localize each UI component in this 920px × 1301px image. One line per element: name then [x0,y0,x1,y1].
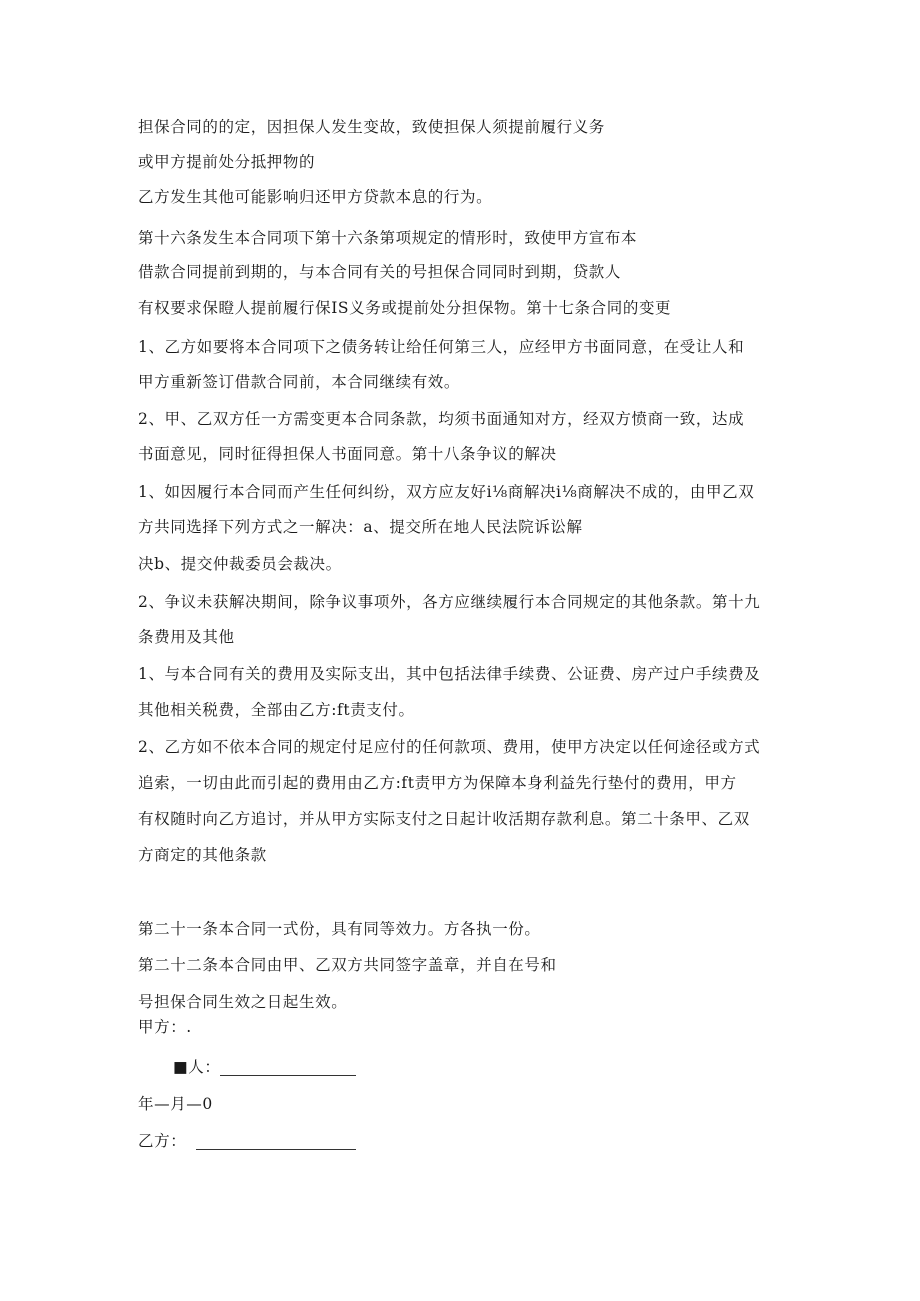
text-line: 有权要求保瞪人提前履行保IS义务或提前处分担保物。第十七条合同的变更 [138,299,672,317]
party-b-label: 乙方： [138,1132,187,1150]
party-a-label: 甲方：. [138,1018,192,1036]
text-line: 1、乙方如要将本合同项下之债务转让给任何第三人，应经甲方书面同意，在受让人和 [138,338,745,356]
text-line: 书面意见，同时征得担保人书面同意。第十八条争议的解决 [138,445,557,463]
text-line: 乙方发生其他可能影响归还甲方贷款本息的行为。 [138,188,493,206]
text-line: 追索，一切由此而引起的费用由乙方:ft责甲方为保障本身利益先行垫付的费用，甲方 [138,774,737,792]
text-line: 号担保合同生效之日起生效。 [138,993,348,1011]
text-line: 借款合同提前到期的，与本合同有关的号担保合同同时到期，贷款人 [138,263,622,281]
representative-label: ■人： [173,1058,221,1076]
text-line: 决b、提交仲裁委员会裁决。 [138,555,342,573]
text-line: 第十六条发生本合同项下第十六条第项规定的情形时，致使甲方宣布本 [138,229,638,247]
party-b-signature-blank [196,1135,356,1150]
text-line: 1、如因履行本合同而产生任何纠纷，双方应友好i⅛商解决i⅛商解决不成的，由甲乙双 [138,483,755,501]
date-line: 年—月—0 [138,1095,213,1113]
representative-signature-blank [220,1061,356,1076]
text-line: 1、与本合同有关的费用及实际支出，其中包括法律手续费、公证费、房产过户手续费及 [138,665,761,683]
text-line: 或甲方提前处分抵押物的 [138,153,316,171]
text-line: 方商定的其他条款 [138,846,267,864]
text-line: 其他相关税费，全部由乙方:ft责支付。 [138,701,415,719]
text-line: 条费用及其他 [138,628,235,646]
party-b-row [138,1134,356,1150]
text-line: 第二十一条本合同一式份，具有同等效力。方各执一份。 [138,920,541,938]
representative-row [173,1060,356,1076]
text-line: 2、争议未获解决期间，除争议事项外，各方应继续履行本合同规定的其他条款。第十九 [138,593,761,611]
text-line: 方共同选择下列方式之一解决：a、提交所在地人民法院诉讼解 [138,518,583,536]
text-line: 甲方重新签订借款合同前，本合同继续有效。 [138,373,461,391]
text-line: 2、乙方如不依本合同的规定付足应付的任何款项、费用，使甲方决定以任何途径或方式 [138,738,761,756]
text-line: 第二十二条本合同由甲、乙双方共同签字盖章，并自在号和 [138,956,557,974]
text-line: 2、甲、乙双方任一方需变更本合同条款，均须书面通知对方，经双方愤商一致，达成 [138,410,745,428]
text-line: 担保合同的的定，因担保人发生变故，致使担保人须提前履行义务 [138,118,605,136]
text-line: 有权随时向乙方追讨，并从甲方实际支付之日起计收活期存款利息。第二十条甲、乙双 [138,810,750,828]
